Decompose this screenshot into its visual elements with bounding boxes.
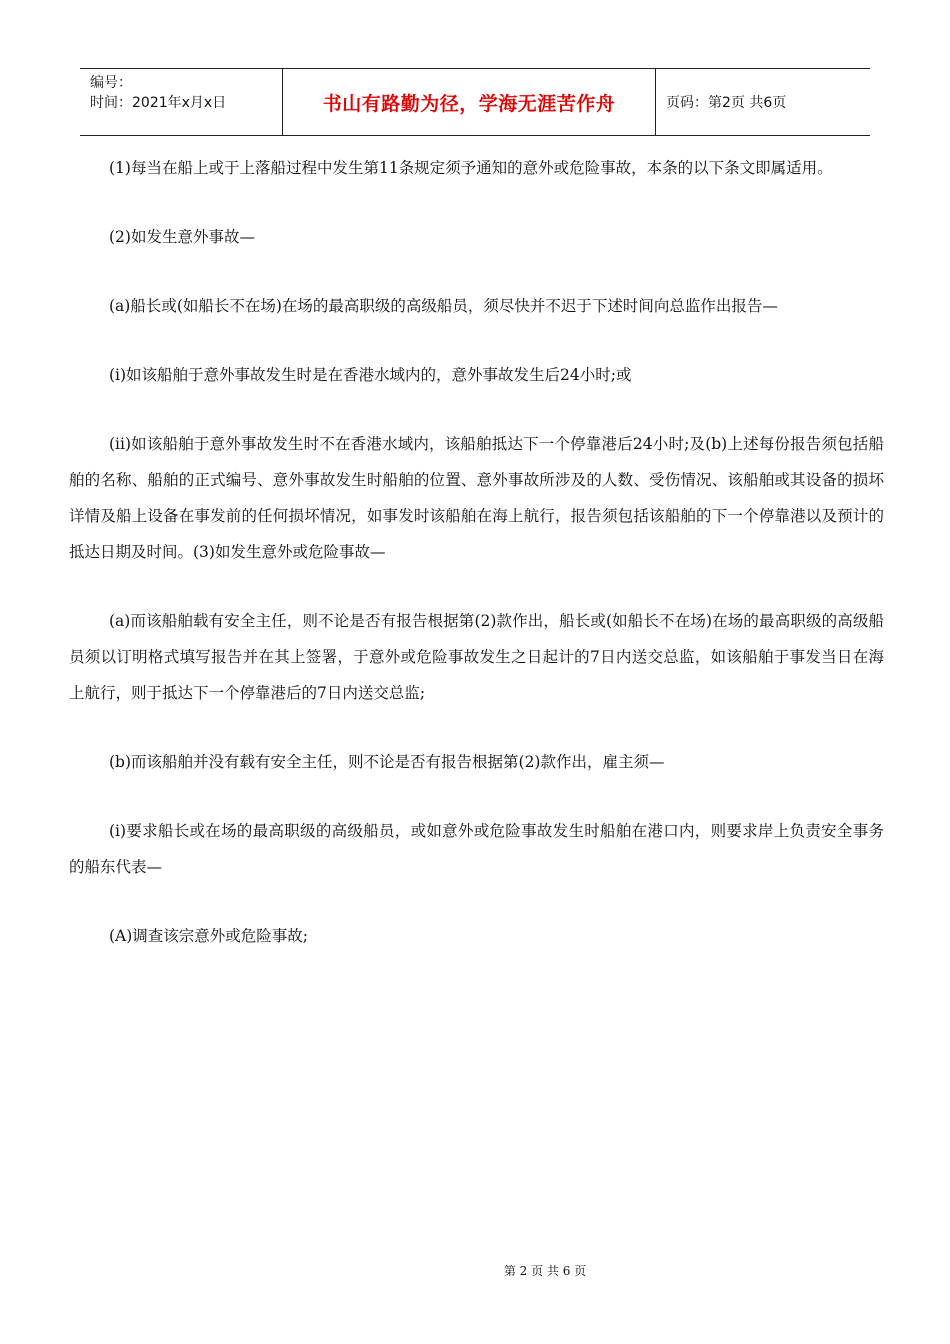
document-number-label: 编号： xyxy=(90,75,132,91)
paragraph: (i)要求船长或在场的最高职级的高级船员，或如意外或危险事故发生时船舶在港口内，则要求岸上负责安全事务的船东代表— xyxy=(69,822,884,876)
paragraph: (i)如该船舶于意外事故发生时是在香港水域内的，意外事故发生后24小时;或 xyxy=(109,366,632,384)
paragraph: (2)如发生意外事故— xyxy=(109,228,255,246)
paragraph: (a)船长或(如船长不在场)在场的最高职级的高级船员，须尽快并不迟于下述时间向总监作出报告— xyxy=(109,297,778,315)
header-motto: 书山有路勤为径，学海无涯苦作舟 xyxy=(282,69,656,135)
header-meta-cell xyxy=(80,69,282,135)
paragraph: (a)而该船舶载有安全主任，则不论是否有报告根据第(2)款作出，船长或(如船长不在场)在场的最高职级的高级船员须以订明格式填写报告并在其上签署，于意外或危险事故发生之日起计的7日内送交总监，如该船舶于事发当日在海上航行，则于抵达下一个停靠港后的7日内送交总监; xyxy=(69,612,884,702)
document-body xyxy=(69,150,884,987)
document-date-label: 时间：2021年x月x日 xyxy=(90,95,227,111)
header-page-info: 页码：第2页 共6页 xyxy=(666,95,787,111)
paragraph: (ii)如该船舶于意外事故发生时不在香港水域内，该船舶抵达下一个停靠港后24小时;及(b)上述每份报告须包括船舶的名称、船舶的正式编号、意外事故发生时船舶的位置、意外事故所涉及的人数、受伤情况、该船舶或其设备的损坏详情及船上设备在事发前的任何损坏情况，如事发时该船舶在海上航行，报告须包括该船舶的下一个停靠港以及预计的抵达日期及时间。(3)如发生意外或危险事故— xyxy=(69,435,884,561)
paragraph: (1)每当在船上或于上落船过程中发生第11条规定须予通知的意外或危险事故，本条的以下条文即属适用。 xyxy=(109,159,833,177)
paragraph: (b)而该船舶并没有载有安全主任，则不论是否有报告根据第(2)款作出，雇主须— xyxy=(109,753,665,771)
paragraph: (A)调查该宗意外或危险事故; xyxy=(109,927,309,945)
header-table xyxy=(80,68,870,136)
page-footer: 第 2 页 共 6 页 xyxy=(503,1264,587,1278)
